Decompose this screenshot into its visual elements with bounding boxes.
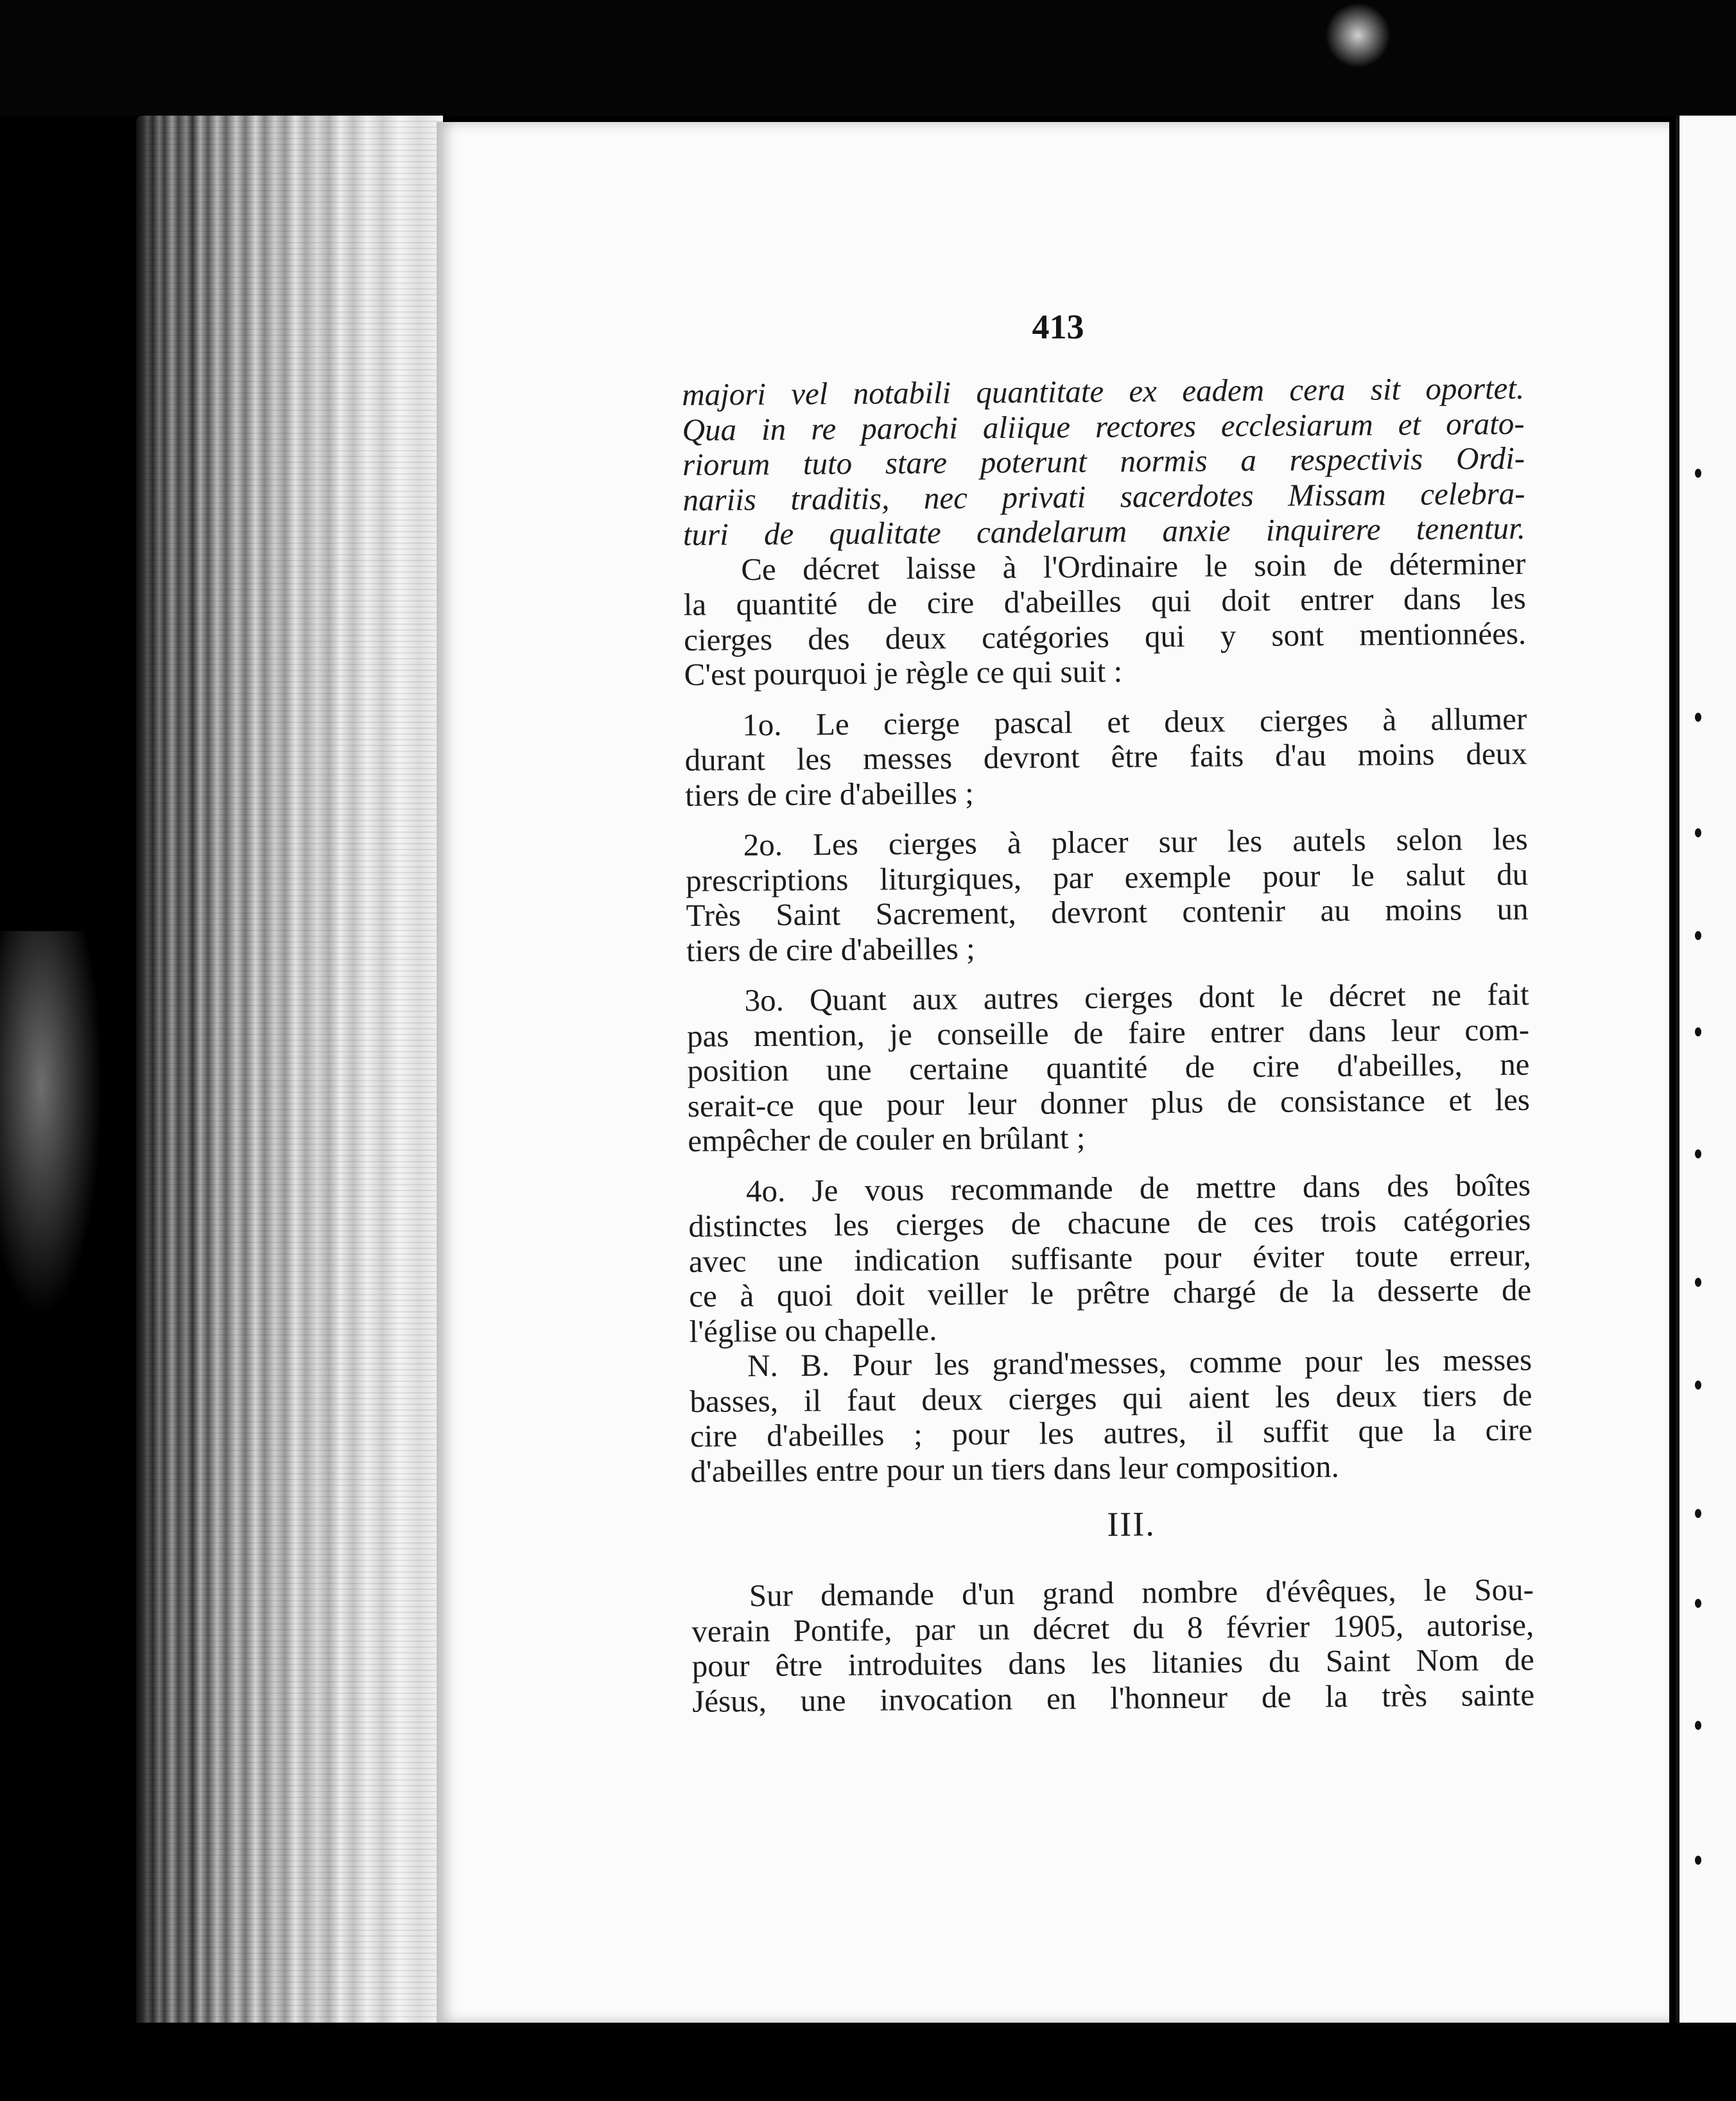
- text-line: C'est pourquoi je règle ce qui suit :: [684, 653, 1123, 692]
- adjacent-page: [1676, 116, 1736, 2042]
- scan-edge-noise: [0, 931, 103, 1316]
- text-line: la quantité de cire d'abeilles qui doit entrer dans les: [683, 580, 1526, 622]
- text-line: Sur demande d'un grand nombre d'évêques, le Sou-: [749, 1571, 1534, 1614]
- text-line: cire d'abeilles ; pour les autres, il suffit que la cire: [690, 1411, 1533, 1454]
- scan-top-border: [0, 0, 1736, 116]
- text-line: 4o. Je vous recommande de mettre dans des boîtes: [745, 1167, 1531, 1208]
- paragraph: [688, 1167, 1532, 1349]
- text-line: verain Pontife, par un décret du 8 février 1905, autorise,: [691, 1607, 1534, 1649]
- scan-bottom-border: [0, 2023, 1736, 2101]
- text-line: 2o. Les cierges à placer sur les autels selon les: [743, 821, 1528, 863]
- section-heading: III.: [1107, 1504, 1156, 1544]
- text-line: d'abeilles entre pour un tiers dans leur composition.: [690, 1448, 1339, 1489]
- paragraph: [690, 1343, 1533, 1489]
- text-line: serait-ce que pour leur donner plus de consistance et les: [687, 1081, 1531, 1124]
- adjacent-page-marks: [1695, 122, 1701, 2036]
- text-line: durant les messes devront être faits d'au moins deux: [684, 735, 1527, 778]
- page-text: [682, 371, 1534, 1719]
- text-line: Très Saint Sacrement, devront contenir au moins un: [686, 891, 1529, 933]
- text-line: majori vel notabili quantitate ex eadem cera sit oportet.: [681, 370, 1525, 412]
- text-line: Ce décret laisse à l'Ordinaire le soin de déterminer: [741, 545, 1526, 587]
- text-line: riorum tuto stare poterunt normis a respectivis Ordi-: [682, 440, 1525, 482]
- text-line: tiers de cire d'abeilles ;: [686, 930, 975, 968]
- text-line: 3o. Quant aux autres cierges dont le décret ne fait: [744, 976, 1529, 1018]
- text-line: Qua in re parochi aliique rectores ecclesiarum et orato-: [682, 405, 1525, 448]
- page-number: 413: [1032, 308, 1084, 346]
- text-line: tiers de cire d'abeilles ;: [684, 774, 974, 813]
- text-line: ce à quoi doit veiller le prêtre chargé de la desserte de: [689, 1271, 1532, 1314]
- text-line: empêcher de couler en brûlant ;: [688, 1120, 1086, 1158]
- text-line: l'église ou chapelle.: [689, 1311, 937, 1349]
- text-line: position une certaine quantité de cire d'abeilles, ne: [687, 1046, 1530, 1088]
- text-line: cierges des deux catégories qui y sont mentionnées.: [683, 615, 1527, 658]
- latin-quotation: [682, 371, 1525, 553]
- paragraph: [684, 701, 1527, 813]
- text-line: Jésus, une invocation en l'honneur de la très sainte: [691, 1677, 1535, 1719]
- paragraph: [686, 822, 1529, 968]
- text-line: nariis traditis, nec privati sacerdotes Missam celebra-: [682, 475, 1525, 518]
- text-line: basses, il faut deux cierges qui aient les deux tiers de: [690, 1377, 1532, 1419]
- book-page-edges: [136, 116, 443, 2029]
- text-line: turi de qualitate candelarum anxie inquirere tenentur.: [682, 510, 1526, 552]
- paragraph: [686, 977, 1530, 1159]
- text-line: prescriptions liturgiques, par exemple pour le salut du: [685, 856, 1529, 898]
- text-line: avec une indication suffisante pour éviter toute erreur,: [688, 1237, 1531, 1279]
- paragraph: [691, 1573, 1535, 1719]
- text-line: 1o. Le cierge pascal et deux cierges à allumer: [742, 701, 1527, 742]
- scan-light-spot: [1323, 0, 1393, 71]
- text-line: pour être introduites dans les litanies du Saint Nom de: [691, 1641, 1534, 1684]
- text-line: pas mention, je conseille de faire entrer dans leur com-: [686, 1011, 1530, 1054]
- text-line: N. B. Pour les grand'messes, comme pour les messes: [747, 1341, 1532, 1384]
- paragraph: [683, 546, 1527, 692]
- text-line: distinctes les cierges de chacune de ces trois catégories: [688, 1201, 1531, 1244]
